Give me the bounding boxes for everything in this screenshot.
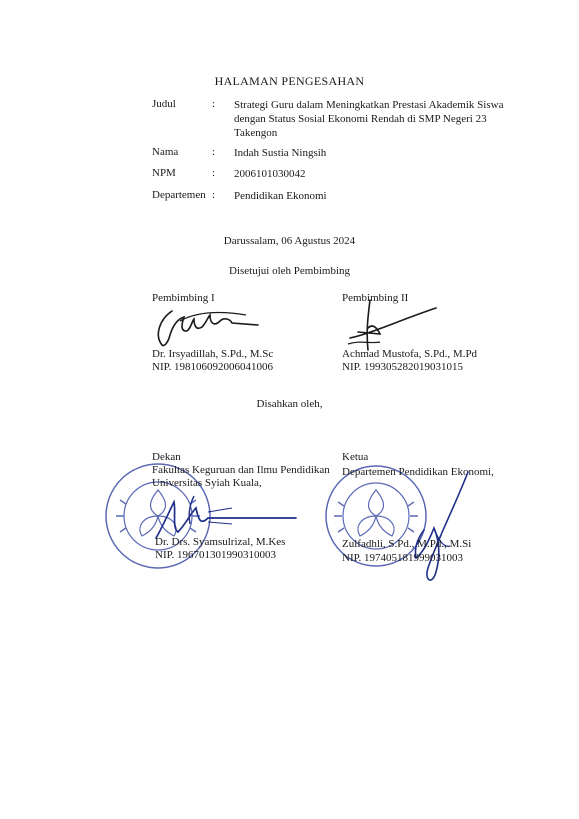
meta-colon: : (212, 98, 216, 110)
meta-label-npm: NPM (152, 167, 176, 179)
head-role: Ketua (342, 451, 369, 463)
head-org-1: Departemen Pendidikan Ekonomi, (342, 466, 494, 478)
ratified-by: Disahkan oleh, (256, 398, 323, 410)
dean-org-1: Fakultas Keguruan dan Ilmu Pendidikan (152, 464, 330, 476)
meta-value-judul: Strategi Guru dalam Meningkatkan Prestasi Akademik Siswa dengan Status Sosial Ekonomi Rendah di SMP Negeri 23 Takengon (234, 99, 504, 139)
head-name: Zulfadhli, S.Pd., M.Pd., M.Si (342, 538, 472, 550)
meta-label-departemen: Departemen (152, 189, 206, 201)
meta-colon: : (212, 167, 216, 179)
page-title: HALAMAN PENGESAHAN (214, 74, 365, 88)
approved-by: Disetujui oleh Pembimbing (229, 265, 350, 277)
supervisor-1-nip: NIP. 198106092006041006 (152, 361, 274, 373)
place-date: Darussalam, 06 Agustus 2024 (223, 235, 356, 247)
dean-nip: NIP. 196701301990310003 (155, 549, 277, 561)
meta-label-nama: Nama (152, 146, 179, 158)
dean-role: Dekan (152, 451, 181, 463)
dean-name: Dr. Drs. Syamsulrizal, M.Kes (155, 536, 286, 548)
meta-colon: : (212, 146, 216, 158)
meta-value-departemen: Pendidikan Ekonomi (234, 190, 327, 202)
supervisor-1-name: Dr. Irsyadillah, S.Pd., M.Sc (152, 348, 274, 360)
signature-supervisor-1 (150, 305, 270, 351)
supervisor-2-name: Achmad Mustofa, S.Pd., M.Pd (342, 348, 478, 360)
meta-label-judul: Judul (152, 98, 176, 110)
head-nip: NIP. 197405181999031003 (342, 552, 464, 564)
meta-colon: : (212, 189, 216, 201)
meta-value-nama: Indah Sustia Ningsih (234, 147, 327, 159)
supervisor-2-role: Pembimbing II (342, 292, 409, 304)
supervisor-1-role: Pembimbing I (152, 292, 215, 304)
dean-org-2: Universitas Syiah Kuala, (152, 477, 262, 489)
meta-value-npm: 2006101030042 (234, 168, 306, 180)
supervisor-2-nip: NIP. 199305282019031015 (342, 361, 464, 373)
signature-head (394, 468, 484, 588)
